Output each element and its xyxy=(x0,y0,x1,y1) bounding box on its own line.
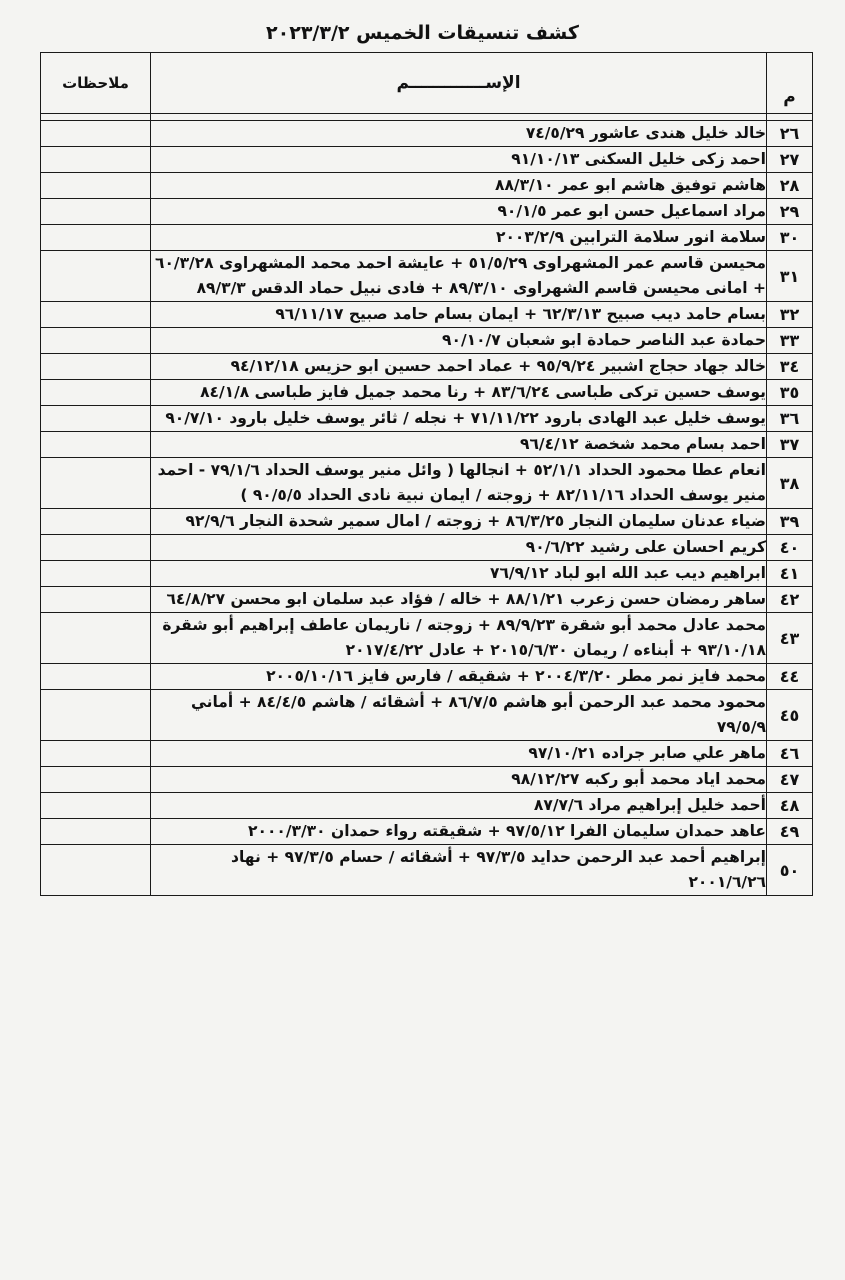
table-row xyxy=(41,509,813,535)
row-notes xyxy=(41,147,151,173)
row-name: محيسن قاسم عمر المشهراوى ٥١/٥/٢٩ + عايشة احمد محمد المشهراوى ٦٠/٣/٢٨ + امانى محيسن قاسم الشهراوى ٨٩/٣/١٠ + فادى نبيل حماد الدقس ٨٩/٣/٣ xyxy=(151,251,767,302)
row-notes xyxy=(41,664,151,690)
row-number: ٤٥ xyxy=(767,690,813,741)
row-name: احمد زكى خليل السكنى ٩١/١٠/١٣ xyxy=(151,147,767,173)
table-row xyxy=(41,613,813,664)
table-row xyxy=(41,690,813,741)
row-name: احمد بسام محمد شخصة ٩٦/٤/١٢ xyxy=(151,432,767,458)
row-number: ٣٢ xyxy=(767,302,813,328)
row-notes xyxy=(41,354,151,380)
row-notes xyxy=(41,458,151,509)
header-num: م xyxy=(767,53,813,114)
row-number: ٢٨ xyxy=(767,173,813,199)
table-row xyxy=(41,535,813,561)
row-name: أحمد خليل إبراهيم مراد ٨٧/٧/٦ xyxy=(151,793,767,819)
row-number: ٣٤ xyxy=(767,354,813,380)
row-notes xyxy=(41,535,151,561)
row-notes xyxy=(41,767,151,793)
row-name: كريم احسان على رشيد ٩٠/٦/٢٢ xyxy=(151,535,767,561)
row-notes xyxy=(41,741,151,767)
table-row xyxy=(41,664,813,690)
row-notes xyxy=(41,406,151,432)
table-row xyxy=(41,147,813,173)
row-name: انعام عطا محمود الحداد ٥٢/١/١ + انجالها ( وائل منير يوسف الحداد ٧٩/١/٦ - احمد منير يوسف الحداد ٨٢/١١/١٦ + زوجته / ايمان نبية نادى الحداد ٩٠/٥/٥ ) xyxy=(151,458,767,509)
row-name: محمد اياد محمد أبو ركبه ٩٨/١٢/٢٧ xyxy=(151,767,767,793)
row-name: عاهد حمدان سليمان الفرا ٩٧/٥/١٢ + شقيقته رواء حمدان ٢٠٠٠/٣/٣٠ xyxy=(151,819,767,845)
row-number: ٣٠ xyxy=(767,225,813,251)
table-row xyxy=(41,741,813,767)
row-number: ٣١ xyxy=(767,251,813,302)
header-name xyxy=(151,53,767,114)
row-name: محمود محمد عبد الرحمن أبو هاشم ٨٦/٧/٥ + أشقائه / هاشم ٨٤/٤/٥ + أماني ٧٩/٥/٩ xyxy=(151,690,767,741)
row-name: ابراهيم ديب عبد الله ابو لباد ٧٦/٩/١٢ xyxy=(151,561,767,587)
table-header-row xyxy=(41,53,813,114)
row-number: ٣٨ xyxy=(767,458,813,509)
table-row xyxy=(41,328,813,354)
row-number: ٤٣ xyxy=(767,613,813,664)
table-row xyxy=(41,225,813,251)
row-number: ٢٧ xyxy=(767,147,813,173)
row-name: هاشم توفيق هاشم ابو عمر ٨٨/٣/١٠ xyxy=(151,173,767,199)
row-number: ٣٩ xyxy=(767,509,813,535)
row-name: خالد خليل هندى عاشور ٧٤/٥/٢٩ xyxy=(151,121,767,147)
header-name-label: الإســـــــــــــم xyxy=(396,73,521,93)
row-number: ٢٩ xyxy=(767,199,813,225)
row-number: ٣٦ xyxy=(767,406,813,432)
row-notes xyxy=(41,199,151,225)
row-notes xyxy=(41,302,151,328)
table-body xyxy=(41,114,813,896)
row-name: ماهر علي صابر جراده ٩٧/١٠/٢١ xyxy=(151,741,767,767)
row-notes xyxy=(41,380,151,406)
table-row xyxy=(41,199,813,225)
row-number: ٥٠ xyxy=(767,845,813,896)
row-notes xyxy=(41,690,151,741)
table-row xyxy=(41,302,813,328)
row-name: محمد عادل محمد أبو شقرة ٨٩/٩/٢٣ + زوجته / ناريمان عاطف إبراهيم أبو شقرة ٩٣/١٠/١٨ + أبناءه / ريمان ٢٠١٥/٦/٣٠ + عادل ٢٠١٧/٤/٢٢ xyxy=(151,613,767,664)
row-name: مراد اسماعيل حسن ابو عمر ٩٠/١/٥ xyxy=(151,199,767,225)
row-number: ٤٤ xyxy=(767,664,813,690)
names-table xyxy=(40,52,813,896)
row-name: محمد فايز نمر مطر ٢٠٠٤/٣/٢٠ + شقيقه / فارس فايز ٢٠٠٥/١٠/١٦ xyxy=(151,664,767,690)
header-spacer xyxy=(41,114,813,121)
row-notes xyxy=(41,819,151,845)
page-title: كشف تنسيقات الخميس ٢٠٢٣/٣/٢ xyxy=(266,22,579,44)
table-row xyxy=(41,819,813,845)
row-number: ٤١ xyxy=(767,561,813,587)
row-number: ٤٨ xyxy=(767,793,813,819)
row-notes xyxy=(41,845,151,896)
table-row xyxy=(41,380,813,406)
table-row xyxy=(41,793,813,819)
row-number: ٤٧ xyxy=(767,767,813,793)
table-row xyxy=(41,587,813,613)
table-row xyxy=(41,561,813,587)
row-notes xyxy=(41,432,151,458)
table-row xyxy=(41,173,813,199)
row-number: ٤٦ xyxy=(767,741,813,767)
row-name: حمادة عبد الناصر حمادة ابو شعبان ٩٠/١٠/٧ xyxy=(151,328,767,354)
row-notes xyxy=(41,328,151,354)
row-number: ٢٦ xyxy=(767,121,813,147)
row-notes xyxy=(41,561,151,587)
row-name: يوسف خليل عبد الهادى بارود ٧١/١١/٢٢ + نجله / ثائر يوسف خليل بارود ٩٠/٧/١٠ xyxy=(151,406,767,432)
table-row xyxy=(41,354,813,380)
row-number: ٤٠ xyxy=(767,535,813,561)
row-name: إبراهيم أحمد عبد الرحمن حدايد ٩٧/٣/٥ + أشقائه / حسام ٩٧/٣/٥ + نهاد ٢٠٠١/٦/٢٦ xyxy=(151,845,767,896)
row-number: ٣٥ xyxy=(767,380,813,406)
table-row xyxy=(41,767,813,793)
row-name: بسام حامد ديب صبيح ٦٢/٣/١٣ + ايمان بسام حامد صبيح ٩٦/١١/١٧ xyxy=(151,302,767,328)
row-notes xyxy=(41,251,151,302)
table-row xyxy=(41,458,813,509)
row-notes xyxy=(41,173,151,199)
header-notes: ملاحظات xyxy=(41,53,151,114)
row-name: سلامة انور سلامة الترابين ٢٠٠٣/٢/٩ xyxy=(151,225,767,251)
row-number: ٣٧ xyxy=(767,432,813,458)
row-notes xyxy=(41,121,151,147)
row-number: ٤٢ xyxy=(767,587,813,613)
row-name: ضياء عدنان سليمان النجار ٨٦/٣/٢٥ + زوجته / امال سمير شحدة النجار ٩٢/٩/٦ xyxy=(151,509,767,535)
row-notes xyxy=(41,587,151,613)
table-row xyxy=(41,845,813,896)
row-name: ساهر رمضان حسن زعرب ٨٨/١/٢١ + خاله / فؤاد عبد سلمان ابو محسن ٦٤/٨/٢٧ xyxy=(151,587,767,613)
row-notes xyxy=(41,509,151,535)
row-name: يوسف حسين تركى طباسى ٨٣/٦/٢٤ + رنا محمد جميل فايز طباسى ٨٤/١/٨ xyxy=(151,380,767,406)
table-row xyxy=(41,251,813,302)
table-row xyxy=(41,406,813,432)
row-notes xyxy=(41,793,151,819)
row-name: خالد جهاد حجاج اشبير ٩٥/٩/٢٤ + عماد احمد حسين ابو حزيس ٩٤/١٢/١٨ xyxy=(151,354,767,380)
row-notes xyxy=(41,613,151,664)
row-number: ٤٩ xyxy=(767,819,813,845)
table-row xyxy=(41,121,813,147)
table-row xyxy=(41,432,813,458)
row-number: ٣٣ xyxy=(767,328,813,354)
row-notes xyxy=(41,225,151,251)
